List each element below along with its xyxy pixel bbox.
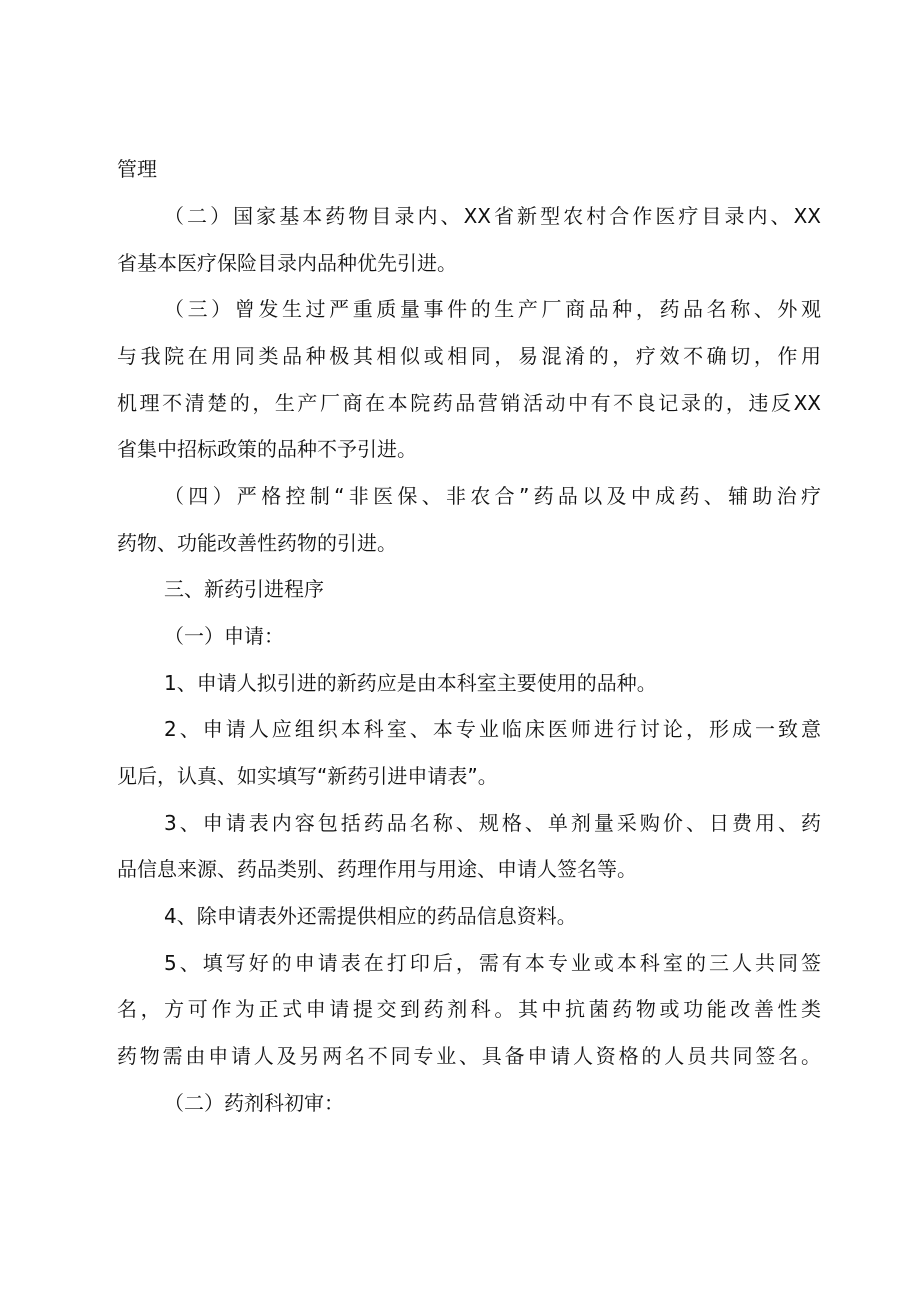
text-line: （三）曾发生过严重质量事件的生产厂商品种，药品名称、外观 bbox=[164, 297, 821, 321]
text-line: 省基本医疗保险目录内品种优先引进。 bbox=[117, 251, 457, 275]
subsection-heading: （二）药剂科初审： bbox=[164, 1091, 344, 1115]
text-line: 省集中招标政策的品种不予引进。 bbox=[117, 437, 417, 461]
text-line: 5、填写好的申请表在打印后，需有本专业或本科室的三人共同签 bbox=[164, 951, 821, 975]
text-line: 机理不清楚的，生产厂商在本院药品营销活动中有不良记录的，违反XX bbox=[117, 391, 821, 415]
text-line: 药物、功能改善性药物的引进。 bbox=[117, 531, 397, 555]
text-line: 见后，认真、如实填写“新药引进申请表”。 bbox=[117, 764, 498, 788]
text-line: 与我院在用同类品种极其相似或相同，易混淆的，疗效不确切，作用 bbox=[117, 344, 821, 368]
text-line: 3、申请表内容包括药品名称、规格、单剂量采购价、日费用、药 bbox=[164, 811, 821, 835]
text-line: 2、申请人应组织本科室、本专业临床医师进行讨论，形成一致意 bbox=[164, 717, 821, 741]
text-line: 名，方可作为正式申请提交到药剂科。其中抗菌药物或功能改善性类 bbox=[117, 997, 821, 1021]
text-line: 品信息来源、药品类别、药理作用与用途、申请人签名等。 bbox=[117, 857, 637, 881]
text-line: 4、除申请表外还需提供相应的药品信息资料。 bbox=[164, 904, 577, 928]
section-heading: 三、新药引进程序 bbox=[164, 577, 324, 601]
text-line: 药物需由申请人及另两名不同专业、具备申请人资格的人员共同签名。 bbox=[117, 1044, 821, 1068]
subsection-heading: （一）申请： bbox=[164, 624, 284, 648]
text-line: （四）严格控制“非医保、非农合”药品以及中成药、辅助治疗 bbox=[164, 484, 821, 508]
text-line: （二）国家基本药物目录内、XX省新型农村合作医疗目录内、XX bbox=[164, 204, 821, 228]
text-line: 1、申请人拟引进的新药应是由本科室主要使用的品种。 bbox=[164, 671, 657, 695]
text-line: 管理 bbox=[117, 157, 157, 181]
